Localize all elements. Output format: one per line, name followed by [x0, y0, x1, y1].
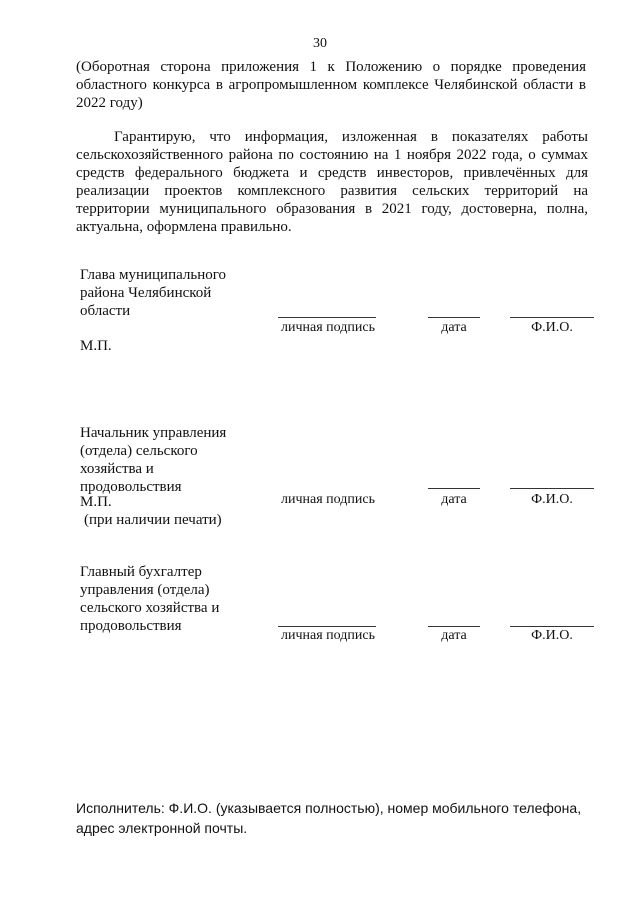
signature-caption: личная подпись	[281, 628, 375, 643]
signatory-1-role	[80, 266, 250, 320]
page-number: 30	[313, 36, 327, 51]
role-line: области	[80, 303, 131, 319]
role-line: Начальник управления	[80, 425, 227, 441]
date-line	[428, 488, 480, 489]
appendix-note: (Оборотная сторона приложения 1 к Положению о порядке проведения областного конкурса в агропромышленном комплексе Челябинской области в 2022 году)	[76, 59, 586, 111]
role-line: продовольствия	[80, 479, 182, 495]
signatory-2-role	[80, 424, 250, 496]
role-line: (отдела) сельского	[80, 443, 198, 459]
date-caption: дата	[441, 320, 467, 335]
date-line	[428, 317, 480, 318]
name-line	[510, 488, 594, 489]
role-line: района Челябинской	[80, 285, 212, 301]
name-line	[510, 626, 594, 627]
role-line: Глава муниципального	[80, 267, 227, 283]
signature-line	[278, 317, 376, 318]
name-line	[510, 317, 594, 318]
role-line: продовольствия	[80, 618, 182, 634]
guarantee-paragraph	[76, 128, 588, 236]
signature-caption: личная подпись	[281, 492, 375, 507]
role-line: управления (отдела)	[80, 582, 210, 598]
date-line	[428, 626, 480, 627]
signature-line	[278, 626, 376, 627]
guarantee-text: Гарантирую, что информация, изложенная в показателях работы сельскохозяйственного района по состоянию на 1 ноября 2022 года, о суммах средств федерального бюджета и средств инвесторов, привлечённых для реализации проектов комплексного развития сельских территорий на территории муниципального образования в 2021 году, достоверна, полна, актуальна, оформлена правильно.	[76, 129, 588, 235]
stamp-label: М.П.	[80, 338, 112, 354]
stamp-note: (при наличии печати)	[84, 512, 222, 528]
date-caption: дата	[441, 628, 467, 643]
name-caption: Ф.И.О.	[531, 320, 573, 335]
name-caption: Ф.И.О.	[531, 492, 573, 507]
role-line: сельского хозяйства и	[80, 600, 220, 616]
name-caption: Ф.И.О.	[531, 628, 573, 643]
executor-note: Исполнитель: Ф.И.О. (указывается полностью), номер мобильного телефона, адрес электронной почты.	[76, 800, 582, 836]
signature-caption: личная подпись	[281, 320, 375, 335]
stamp-label: М.П.	[80, 494, 112, 510]
role-line: хозяйства и	[80, 461, 154, 477]
signatory-3-role	[80, 563, 250, 635]
date-caption: дата	[441, 492, 467, 507]
role-line: Главный бухгалтер	[80, 564, 202, 580]
